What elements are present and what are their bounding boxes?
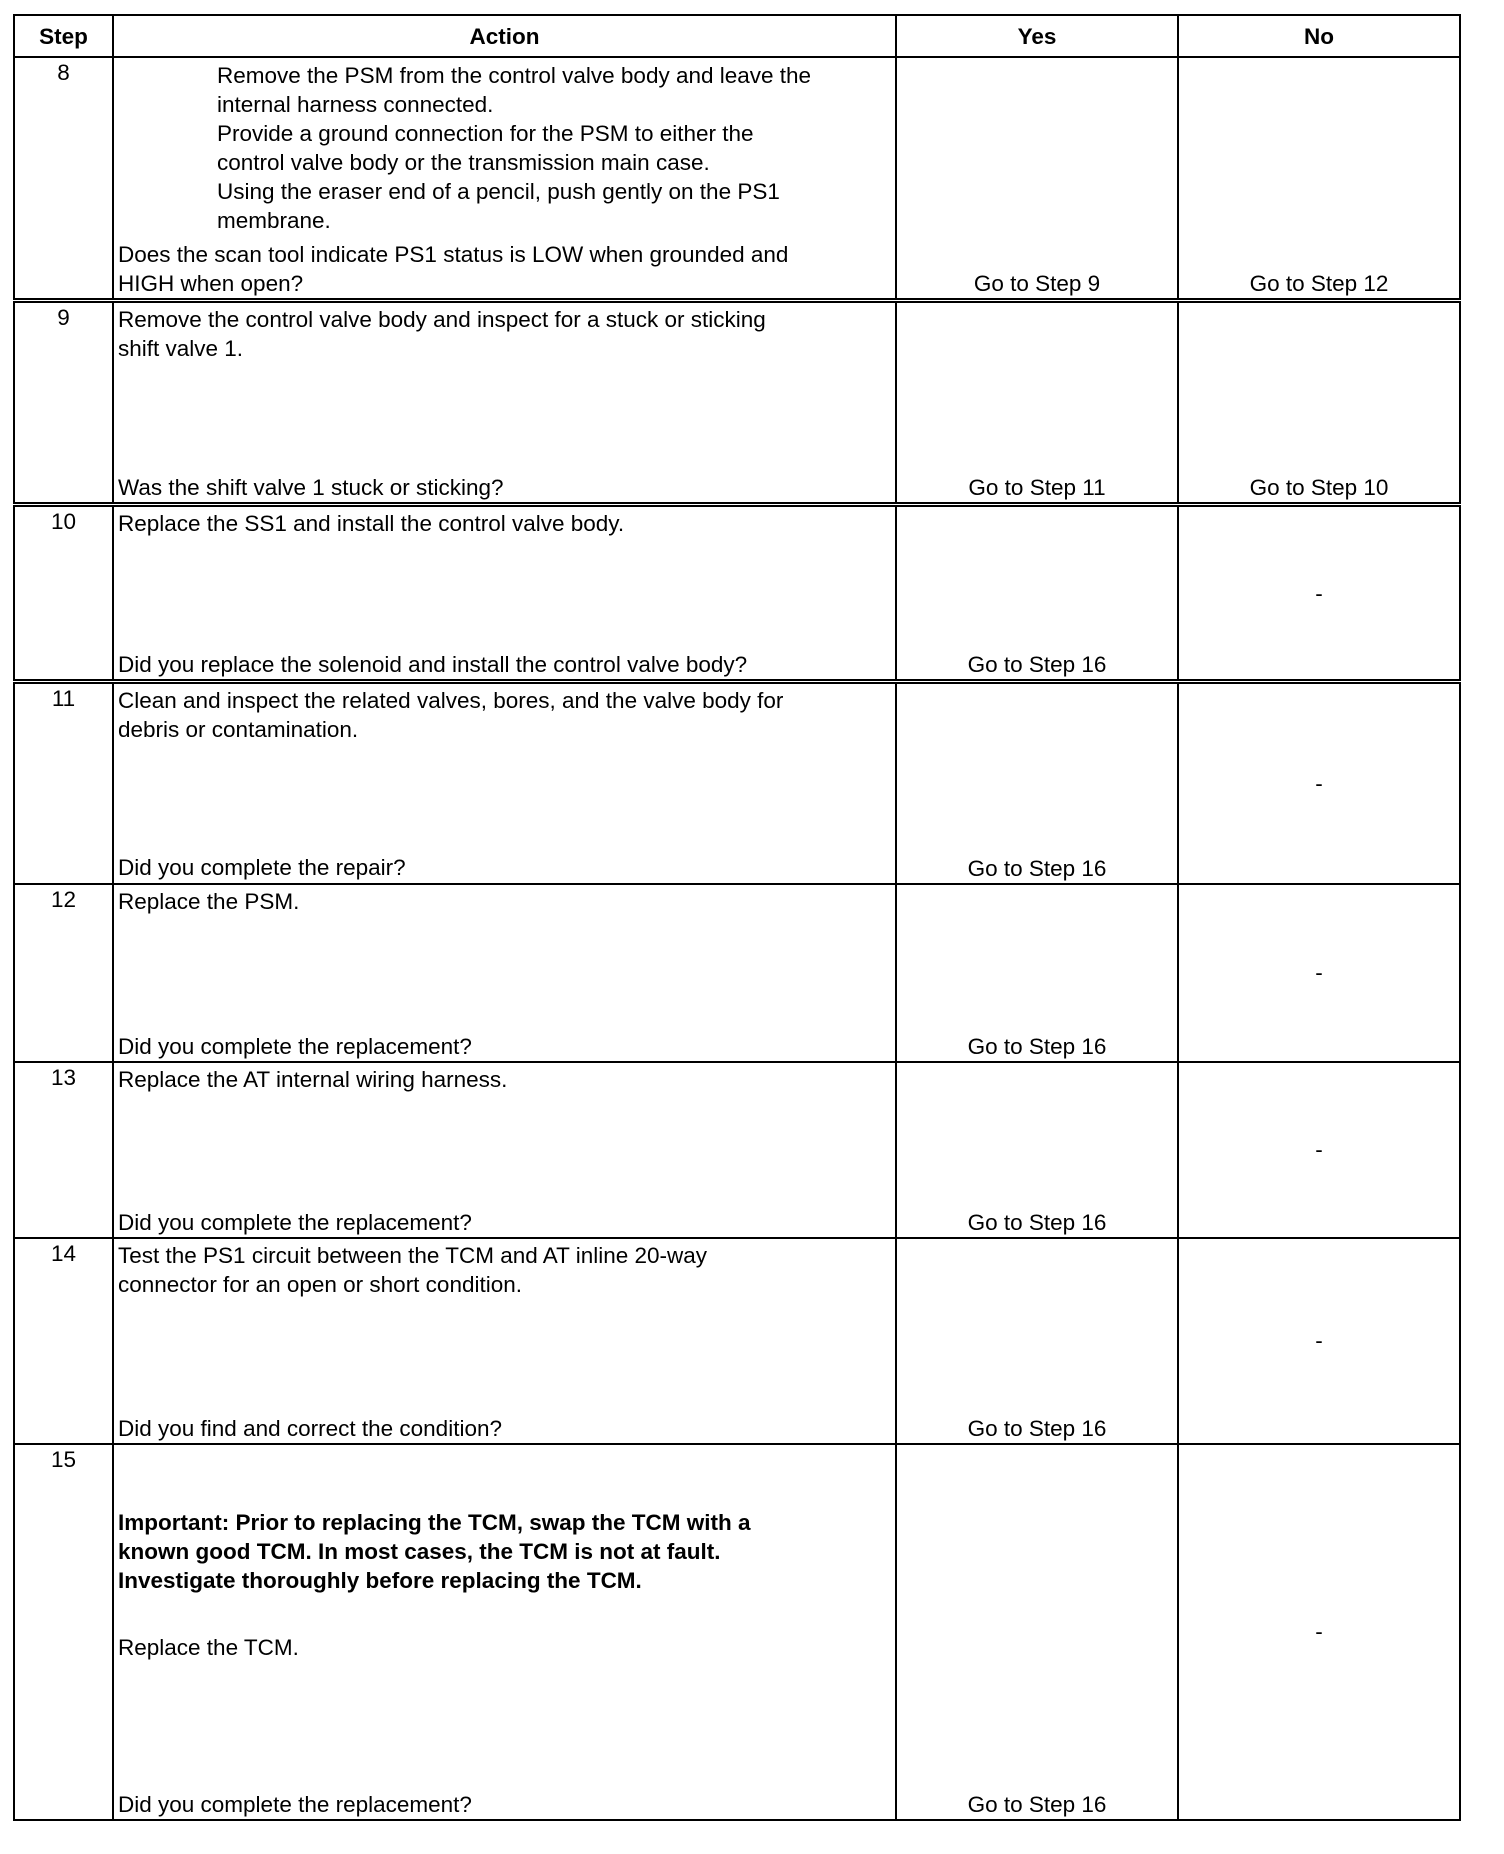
action-cell	[113, 884, 896, 1062]
step-number: 9	[14, 301, 113, 505]
question	[118, 1032, 891, 1061]
step-number: 14	[14, 1238, 113, 1444]
step-number: 15	[14, 1444, 113, 1820]
question-line: Did you replace the solenoid and install the control valve body?	[118, 652, 748, 677]
important-note	[114, 1445, 895, 1595]
header-row	[14, 15, 1460, 57]
header-action: Action	[113, 15, 896, 57]
diagnostic-table	[13, 14, 1461, 1821]
no-cell: -	[1178, 1444, 1460, 1820]
action-line: Test the PS1 circuit between the TCM and AT inline 20-way	[118, 1242, 708, 1268]
step-number: 13	[14, 1062, 113, 1238]
yes-cell	[896, 1444, 1178, 1820]
important-line: Important: Prior to replacing the TCM, swap the TCM with a	[118, 1509, 751, 1535]
yes-answer: Go to Step 16	[967, 1791, 1107, 1817]
question-line: Did you complete the repair?	[118, 855, 406, 880]
step-number: 12	[14, 884, 113, 1062]
important-line: known good TCM. In most cases, the TCM is not at fault.	[118, 1538, 721, 1564]
action-line: Remove the PSM from the control valve body and leave the	[217, 63, 812, 88]
question-line: Was the shift valve 1 stuck or sticking?	[118, 475, 504, 500]
table-row	[14, 57, 1460, 301]
table-row	[14, 505, 1460, 682]
yes-cell	[896, 301, 1178, 505]
action-line: Replace the SS1 and install the control valve body.	[118, 511, 625, 536]
question-line: Did you complete the replacement?	[118, 1791, 472, 1817]
action-cell	[113, 301, 896, 505]
step-number: 8	[14, 57, 113, 301]
question	[118, 1208, 891, 1237]
action-line: shift valve 1.	[118, 336, 244, 361]
question-line: HIGH when open?	[118, 271, 304, 296]
table-row	[14, 1444, 1460, 1820]
yes-answer: Go to Step 11	[968, 475, 1106, 500]
yes-answer: Go to Step 16	[967, 1415, 1107, 1441]
yes-answer: Go to Step 16	[967, 855, 1107, 881]
yes-answer: Go to Step 16	[967, 1209, 1107, 1235]
action-line: Replace the AT internal wiring harness.	[118, 1066, 508, 1092]
yes-cell	[896, 505, 1178, 682]
action-cell	[113, 57, 896, 301]
no-cell: -	[1178, 682, 1460, 884]
question-line: Did you complete the replacement?	[118, 1209, 472, 1235]
header-yes: Yes	[896, 15, 1178, 57]
no-answer: Go to Step 12	[1249, 271, 1389, 296]
step-number: 10	[14, 505, 113, 682]
action-line: Replace the PSM.	[118, 888, 300, 914]
yes-answer: Go to Step 16	[967, 1033, 1107, 1059]
action-line: Remove the control valve body and inspect for a stuck or sticking	[118, 307, 766, 332]
question-line: Did you find and correct the condition?	[118, 1415, 502, 1441]
yes-answer: Go to Step 16	[967, 652, 1107, 677]
action-line: Provide a ground connection for the PSM to either the	[217, 121, 754, 146]
question	[118, 650, 891, 679]
action-line: connector for an open or short condition.	[118, 1271, 523, 1297]
action-line: control valve body or the transmission main case.	[217, 150, 710, 175]
no-cell: -	[1178, 884, 1460, 1062]
action-line: Clean and inspect the related valves, bores, and the valve body for	[118, 688, 784, 713]
action-cell	[113, 1238, 896, 1444]
action-line: Replace the TCM.	[118, 1634, 299, 1660]
action-line: debris or contamination.	[118, 717, 359, 742]
question	[118, 853, 891, 882]
action-cell	[113, 682, 896, 884]
table-row	[14, 1062, 1460, 1238]
action-cell	[113, 1062, 896, 1238]
table-row	[14, 1238, 1460, 1444]
question	[118, 1414, 891, 1443]
question	[118, 473, 891, 502]
yes-cell	[896, 1238, 1178, 1444]
table-row	[14, 301, 1460, 505]
question	[118, 1790, 891, 1819]
no-answer: Go to Step 10	[1249, 475, 1389, 500]
action-line: membrane.	[217, 208, 331, 233]
step-number: 11	[14, 682, 113, 884]
no-cell: -	[1178, 505, 1460, 682]
action-line: internal harness connected.	[217, 92, 494, 117]
no-cell	[1178, 301, 1460, 505]
yes-cell	[896, 884, 1178, 1062]
question	[118, 240, 891, 298]
action-line: Using the eraser end of a pencil, push gently on the PS1	[217, 179, 780, 204]
no-cell: -	[1178, 1062, 1460, 1238]
question-line: Does the scan tool indicate PS1 status is LOW when grounded and	[118, 242, 789, 267]
no-cell: -	[1178, 1238, 1460, 1444]
question-line: Did you complete the replacement?	[118, 1033, 472, 1059]
action-cell	[113, 1444, 896, 1820]
header-no: No	[1178, 15, 1460, 57]
yes-answer: Go to Step 9	[973, 271, 1101, 296]
header-step: Step	[14, 15, 113, 57]
important-line: Investigate thoroughly before replacing the TCM.	[118, 1567, 642, 1593]
table-row	[14, 682, 1460, 884]
action-cell	[113, 505, 896, 682]
no-cell	[1178, 57, 1460, 301]
yes-cell	[896, 1062, 1178, 1238]
yes-cell	[896, 682, 1178, 884]
yes-cell	[896, 57, 1178, 301]
table-row	[14, 884, 1460, 1062]
